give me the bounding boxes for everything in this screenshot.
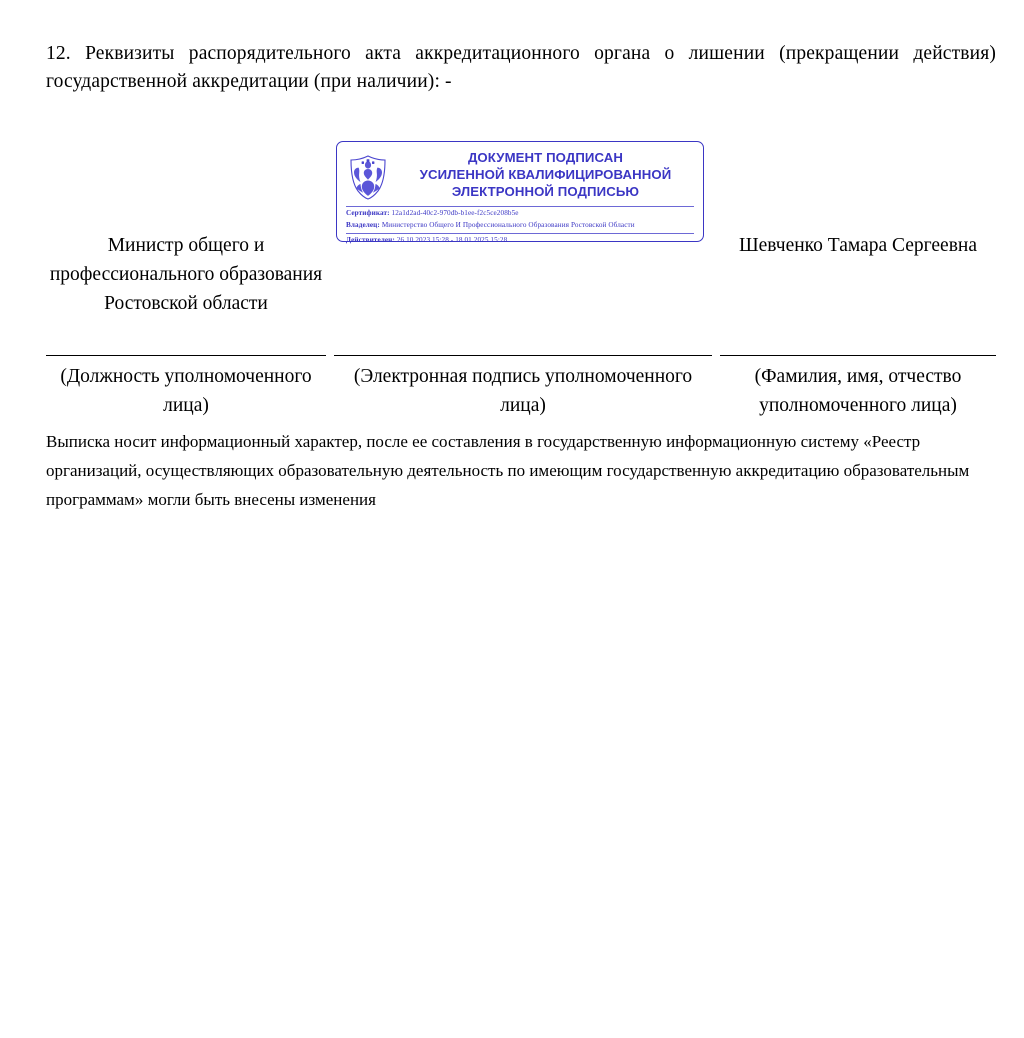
caption-signature: (Электронная подпись уполномоченного лица): [353, 366, 693, 417]
clause-12-paragraph: 12. Реквизиты распорядительного акта аккредитационного органа о лишении (прекращении действия) государственной аккредитации (при наличии): -: [46, 43, 996, 92]
stamp-validity-label: Действителен:: [346, 236, 395, 245]
stamp-title-line-3: ЭЛЕКТРОННОЙ ПОДПИСЬЮ: [451, 183, 640, 199]
footer-note: Выписка носит информационный характер, после ее составления в государственную информационную систему «Реестр организаций, осуществляющих образовательную деятельность по имеющим государственную аккредитацию образовательным программам» могли быть внесены изменения: [46, 432, 970, 510]
stamp-certificate-value: 12a1d2ad-40c2-970db-b1ee-f2c5ce208b5e: [391, 209, 519, 217]
electronic-signature-stamp: [336, 141, 704, 245]
stamp-title-line-1: ДОКУМЕНТ ПОДПИСАН: [467, 150, 624, 165]
caption-position: (Должность уполномоченного лица): [60, 366, 312, 417]
stamp-title-line-2: УСИЛЕННОЙ КВАЛИФИЦИРОВАННОЙ: [419, 166, 672, 182]
stamp-content: [337, 142, 703, 245]
stamp-divider-top: [346, 206, 694, 207]
signer-position-column: [46, 232, 326, 319]
stamp-owner-value: Министерство Общего И Профессионального Образования Ростовской Области: [381, 220, 635, 229]
stamp-certificate-label: Сертификат:: [346, 209, 390, 217]
signature-rule-position: [46, 355, 326, 356]
caption-name: (Фамилия, имя, отчество уполномоченного лица): [754, 366, 962, 417]
stamp-validity-value: 26.10.2023 15:28 - 18.01.2025 15:28: [396, 236, 508, 245]
signer-name-value: Шевченко Тамара Сергеевна: [738, 235, 978, 256]
stamp-title: [393, 150, 698, 200]
stamp-owner-row: [346, 220, 696, 232]
stamp-owner-label: Владелец:: [346, 220, 380, 229]
stamp-certificate-row: [346, 208, 696, 220]
signer-position-value: Министр общего и профессионального образования Ростовской области: [49, 235, 323, 314]
signature-rule-name: [720, 355, 996, 356]
signature-rule-signature: [334, 355, 712, 356]
russian-coat-of-arms-icon: [346, 153, 390, 201]
